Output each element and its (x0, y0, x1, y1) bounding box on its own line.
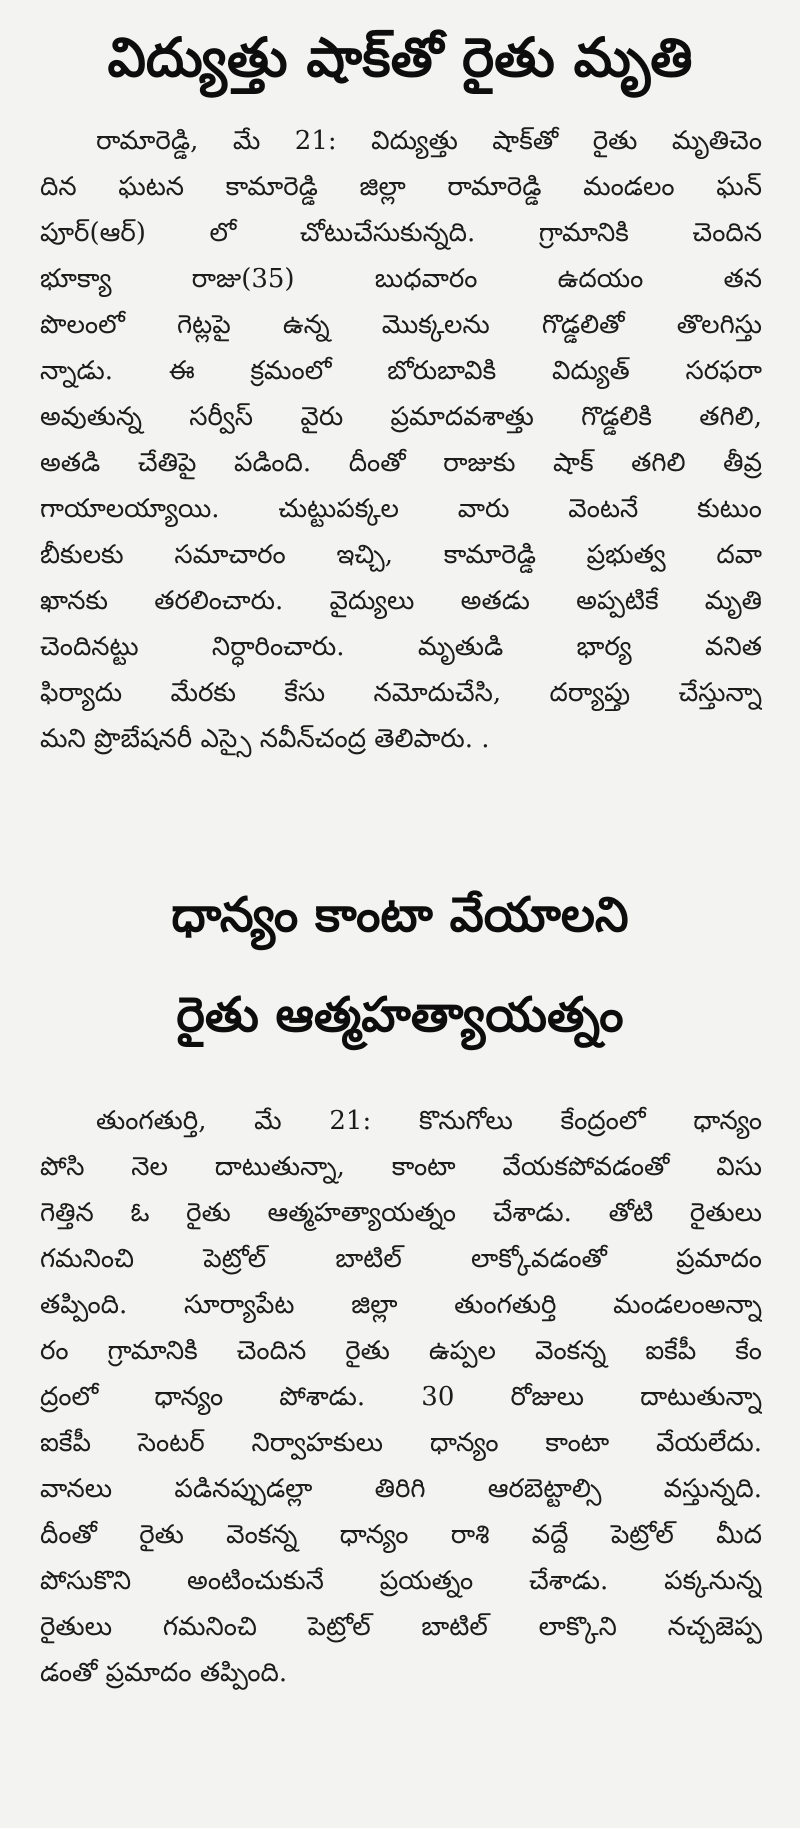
article-2-line: పోసుకొని అంటించుకునే ప్రయత్నం చేశాడు. పక్కనున్న (40, 1566, 762, 1596)
article-1-line: మని ప్రొబేషనరీ ఎస్సై నవీన్‌చంద్ర తెలిపారు. . (40, 724, 490, 754)
article-1-line: రామారెడ్డి, మే 21: విద్యుత్తు షాక్‌తో రైతు మృతిచెం (96, 126, 762, 156)
article-2-line: ద్రంలో ధాన్యం పోశాడు. 30 రోజులు దాటుతున్నా (40, 1382, 762, 1412)
article-2-line: డంతో ప్రమాదం తప్పింది. (40, 1658, 288, 1688)
article-1-line: భూక్యా రాజు(35) బుధవారం ఉదయం తన (40, 264, 762, 294)
article-2-line: ఐకేపీ సెంటర్ నిర్వాహకులు ధాన్యం కాంటా వేయలేదు. (40, 1428, 762, 1458)
article-2-line: పోసి నెల దాటుతున్నా, కాంటా వేయకపోవడంతో విసు (40, 1152, 762, 1182)
article-1-line: అవుతున్న సర్వీస్ వైరు ప్రమాదవశాత్తు గొడ్డలికి తగిలి, (40, 402, 762, 432)
article-2-line: దీంతో రైతు వెంకన్న ధాన్యం రాశి వద్దే పెట్రోల్ మీద (40, 1520, 762, 1550)
article-1-line: ఖానకు తరలించారు. వైద్యులు అతడు అప్పటికే మృతి (40, 586, 762, 616)
article-2-line: రైతులు గమనించి పెట్రోల్ బాటిల్ లాక్కొని నచ్చజెప్ప (40, 1612, 762, 1642)
article-1-line: చెందినట్టు నిర్ధారించారు. మృతుడి భార్య వనిత (40, 632, 762, 662)
article-2-line: గెత్తిన ఓ రైతు ఆత్మహత్యాయత్నం చేశాడు. తోటి రైతులు (40, 1198, 762, 1228)
article-2-line: వానలు పడినప్పుడల్లా తిరిగి ఆరబెట్టాల్సి వస్తున్నది. (40, 1474, 762, 1504)
article-1-line: పూర్(ఆర్) లో చోటుచేసుకున్నది. గ్రామానికి చెందిన (40, 218, 762, 248)
article-2-line: తుంగతుర్తి, మే 21: కొనుగోలు కేంద్రంలో ధాన్యం (96, 1106, 762, 1136)
article-2-headline-line-2: రైతు ఆత్మహత్యాయత్నం (176, 987, 624, 1043)
article-2-line: రం గ్రామానికి చెందిన రైతు ఉప్పల వెంకన్న ఐకేపీ కేం (40, 1336, 762, 1366)
article-1-line: బీకులకు సమాచారం ఇచ్చి, కామారెడ్డి ప్రభుత్వ దవా (40, 540, 762, 570)
article-1-body (40, 118, 762, 762)
article-2-headline-line-1: ధాన్యం కాంటా వేయాలని (171, 887, 629, 943)
article-1-line: గాయాలయ్యాయి. చుట్టుపక్కల వారు వెంటనే కుటుం (40, 494, 762, 524)
article-1-headline: విద్యుత్తు షాక్‌తో రైతు మృతి (107, 26, 693, 89)
article-1-line: న్నాడు. ఈ క్రమంలో బోరుబావికి విద్యుత్ సరఫరా (40, 356, 762, 386)
article-1-line: ఫిర్యాదు మేరకు కేసు నమోదుచేసి, దర్యాప్తు చేస్తున్నా (40, 678, 762, 708)
article-2-line: తప్పింది. సూర్యాపేట జిల్లా తుంగతుర్తి మండలంఅన్నా (40, 1290, 762, 1320)
article-1-line: దిన ఘటన కామారెడ్డి జిల్లా రామారెడ్డి మండలం ఘన్ (40, 172, 762, 202)
article-1-line: పొలంలో గెట్లపై ఉన్న మొక్కలను గొడ్డలితో తొలగిస్తు (40, 310, 762, 340)
article-1-line: అతడి చేతిపై పడింది. దీంతో రాజుకు షాక్ తగిలి తీవ్ర (40, 448, 762, 478)
article-2-line: గమనించి పెట్రోల్ బాటిల్ లాక్కోవడంతో ప్రమాదం (40, 1244, 762, 1274)
article-2-body (40, 1098, 762, 1696)
